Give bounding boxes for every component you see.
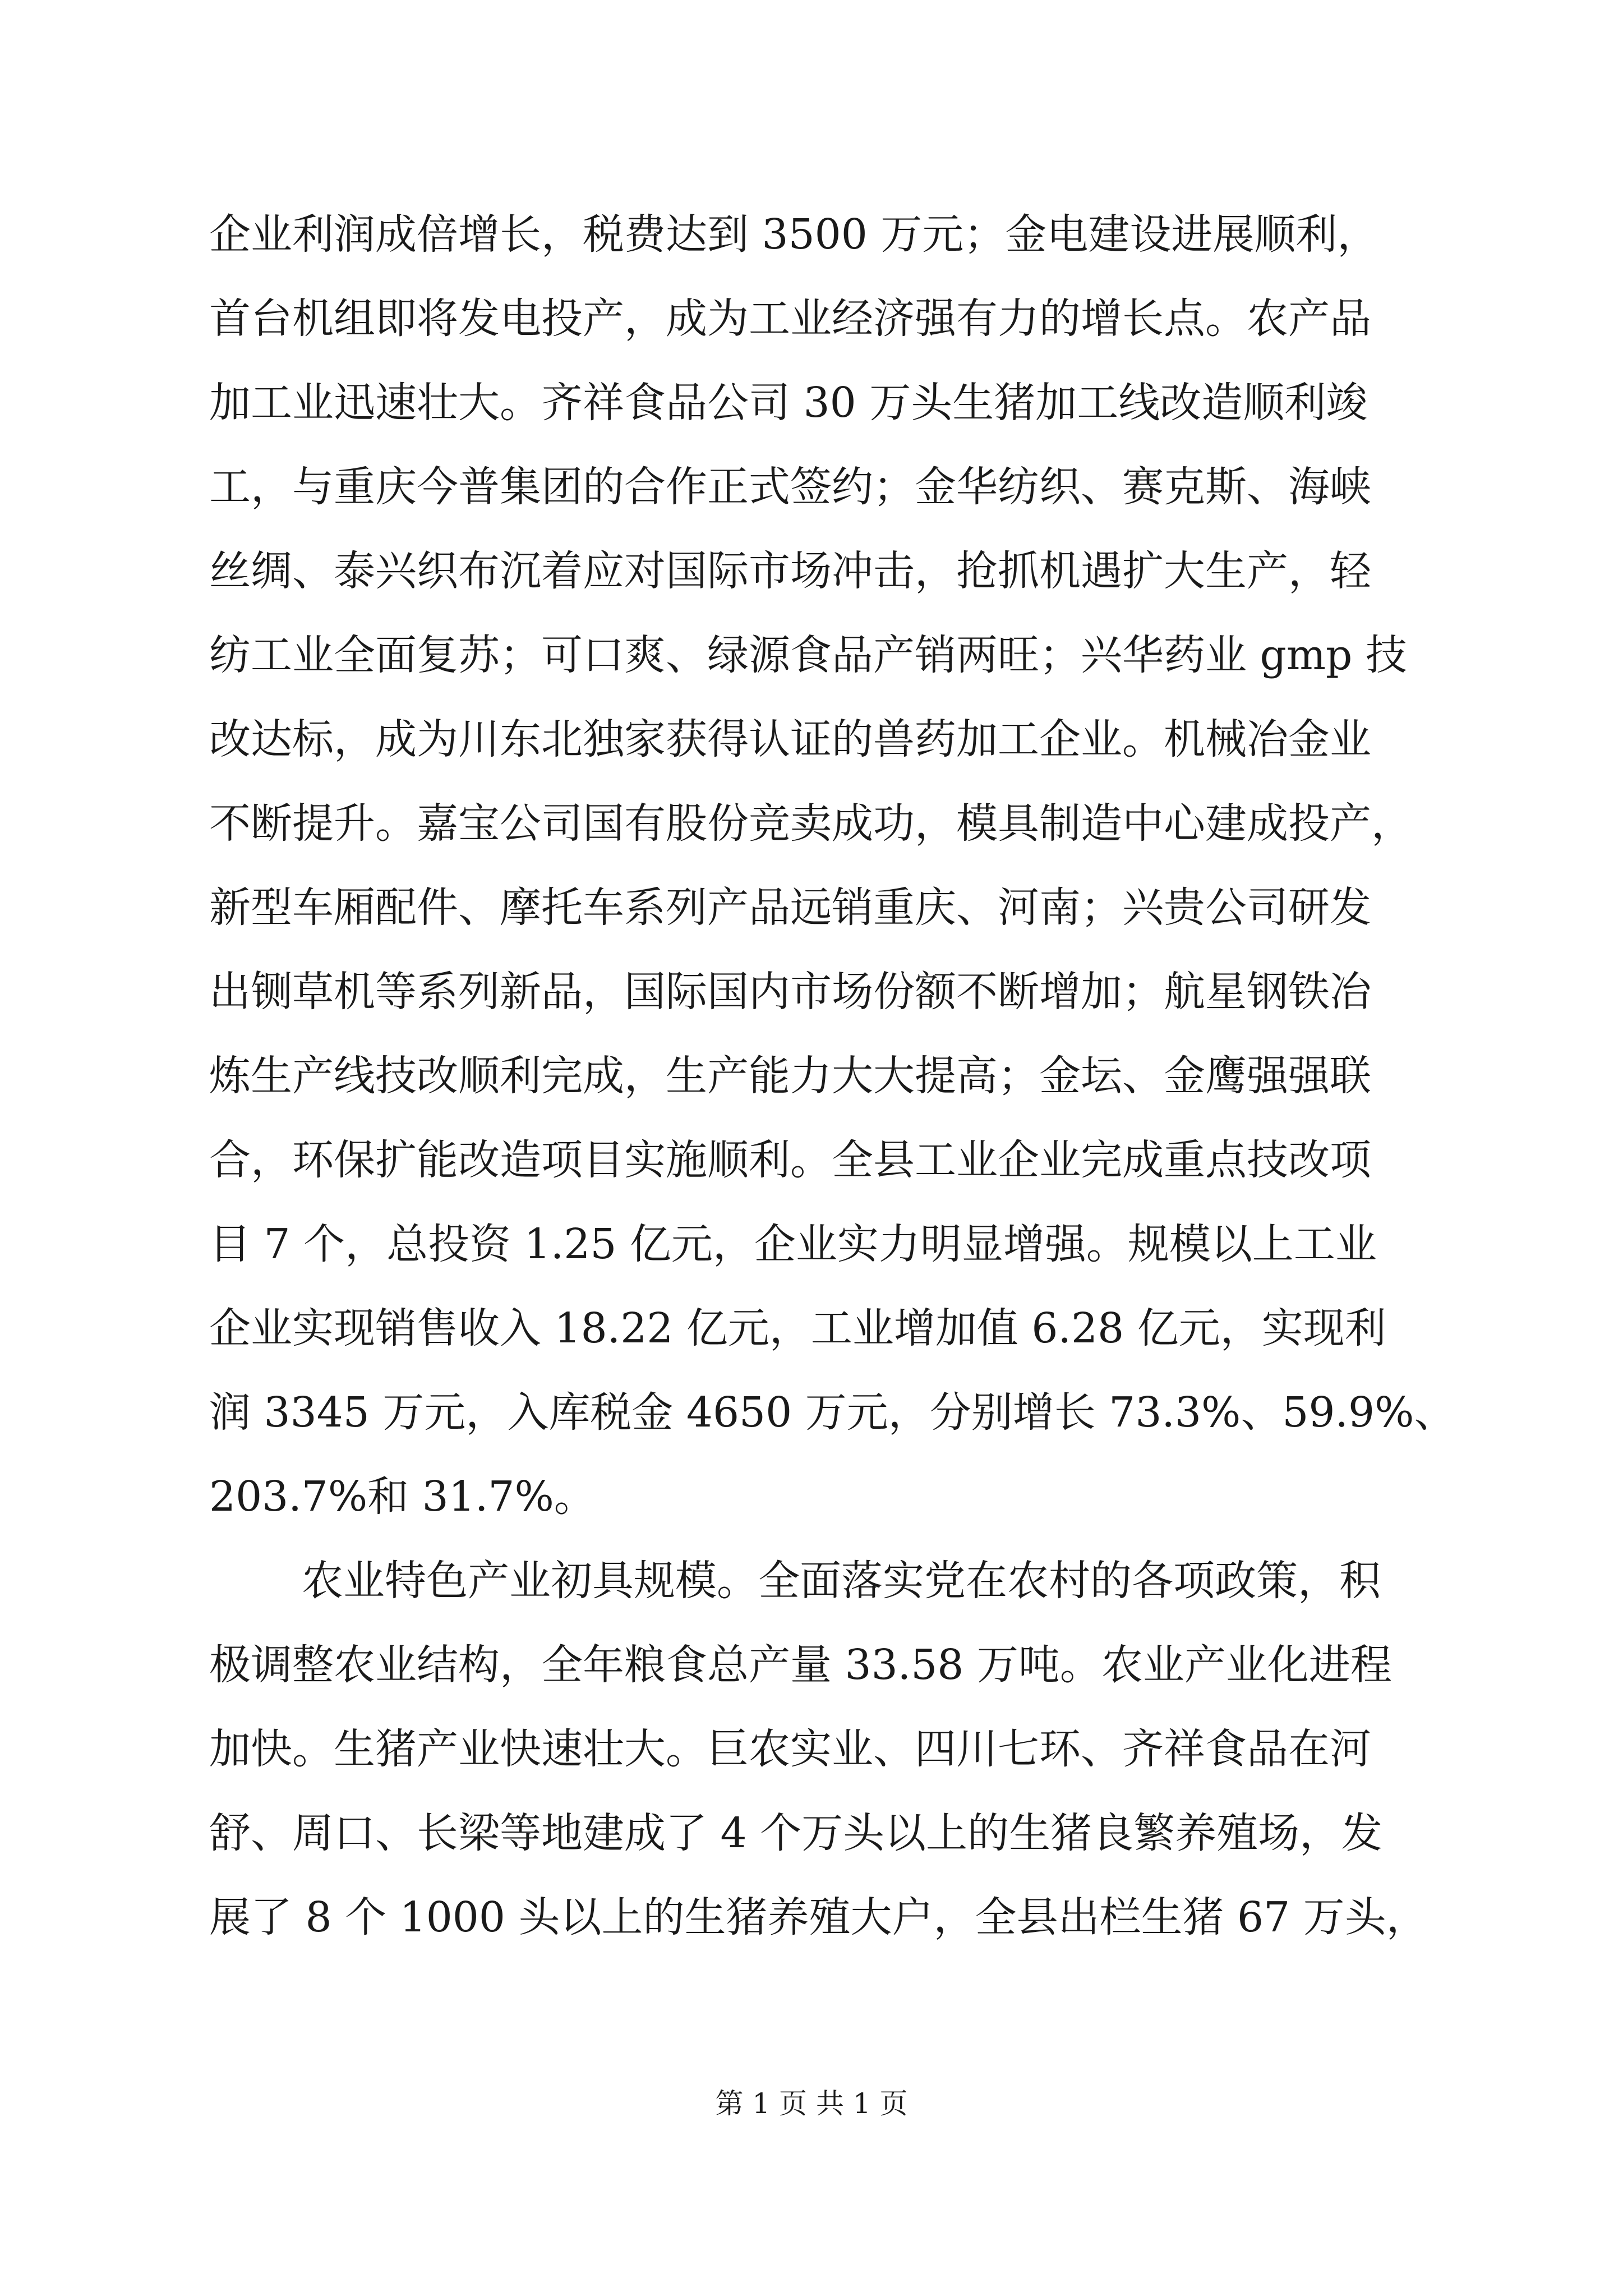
- text-line-content: 丝绸、泰兴织布沉着应对国际市场冲击，抢抓机遇扩大生产，轻: [209, 547, 1371, 595]
- text-line: [0, 950, 1623, 1034]
- text-line: [0, 1455, 1623, 1539]
- text-line: [0, 1707, 1623, 1791]
- text-line-content: 改达标，成为川东北独家获得认证的兽药加工企业。机械冶金业: [209, 715, 1371, 763]
- text-line-content: 203.7%和 31.7%。: [209, 1473, 596, 1521]
- text-line-content: 农业特色产业初具规模。全面落实党在农村的各项政策，积: [302, 1557, 1381, 1605]
- text-line-content: 出铡草机等系列新品，国际国内市场份额不断增加；航星钢铁冶: [209, 968, 1371, 1016]
- text-line: [0, 866, 1623, 950]
- text-line: [0, 1118, 1623, 1202]
- text-line-content: 目 7 个，总投资 1.25 亿元，企业实力明显增强。规模以上工业: [209, 1220, 1377, 1268]
- text-line: [0, 1875, 1623, 1959]
- text-line-content: 润 3345 万元，入库税金 4650 万元，分别增长 73.3%、59.9%、: [209, 1388, 1456, 1437]
- text-line: [0, 277, 1623, 361]
- text-line-content: 工，与重庆今普集团的合作正式签约；金华纺织、赛克斯、海峡: [209, 463, 1371, 511]
- text-line-content: 企业利润成倍增长，税费达到 3500 万元；金电建设进展顺利，: [209, 210, 1379, 259]
- text-line: [0, 445, 1623, 529]
- text-line: [0, 1791, 1623, 1875]
- text-line-content: 合，环保扩能改造项目实施顺利。全县工业企业完成重点技改项: [209, 1136, 1371, 1184]
- text-line-content: 加快。生猪产业快速壮大。巨农实业、四川七环、齐祥食品在河: [209, 1725, 1371, 1773]
- text-line: [0, 1539, 1623, 1623]
- text-line: [0, 781, 1623, 866]
- text-line-content: 展了 8 个 1000 头以上的生猪养殖大户，全县出栏生猪 67 万头，: [209, 1893, 1428, 1941]
- text-line: [0, 697, 1623, 781]
- text-line-content: 加工业迅速壮大。齐祥食品公司 30 万头生猪加工线改造顺利竣: [209, 379, 1368, 427]
- text-line-content: 炼生产线技改顺利完成，生产能力大大提高；金坛、金鹰强强联: [209, 1052, 1371, 1100]
- text-line-content: 纺工业全面复苏；可口爽、绿源食品产销两旺；兴华药业 gmp 技: [209, 631, 1407, 679]
- page-number-label: 第 1 页 共 1 页: [715, 2087, 908, 2120]
- text-line-content: 新型车厢配件、摩托车系列产品远销重庆、河南；兴贵公司研发: [209, 884, 1371, 932]
- text-line-content: 首台机组即将发电投产，成为工业经济强有力的增长点。农产品: [209, 295, 1371, 343]
- text-line: [0, 529, 1623, 613]
- text-line: [0, 1286, 1623, 1370]
- text-line: [0, 361, 1623, 445]
- text-line: [0, 192, 1623, 277]
- text-line-content: 舒、周口、长梁等地建成了 4 个万头以上的生猪良繁养殖场，发: [209, 1809, 1383, 1857]
- page-footer: [0, 2078, 1623, 2129]
- text-line-content: 不断提升。嘉宝公司国有股份竞卖成功，模具制造中心建成投产，: [209, 799, 1413, 848]
- text-line: [0, 1034, 1623, 1118]
- text-line-content: 企业实现销售收入 18.22 亿元，工业增加值 6.28 亿元，实现利: [209, 1304, 1386, 1352]
- text-line: [0, 1623, 1623, 1707]
- text-line-content: 极调整农业结构，全年粮食总产量 33.58 万吨。农业产业化进程: [209, 1641, 1392, 1689]
- text-line: [0, 613, 1623, 697]
- text-line: [0, 1202, 1623, 1286]
- text-line: [0, 1370, 1623, 1455]
